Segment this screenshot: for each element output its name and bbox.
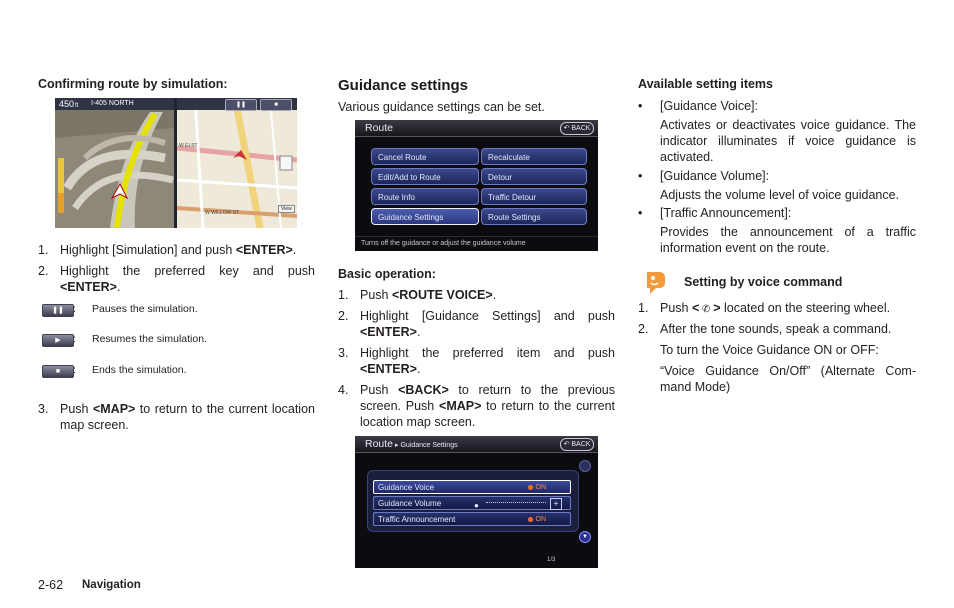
route-screen-title: Route (355, 120, 598, 137)
pause-description: Pauses the simulation. (92, 303, 198, 315)
recalculate-button[interactable]: Recalculate (481, 148, 587, 165)
route-info-button[interactable]: Route Info (371, 188, 479, 205)
route-settings-button[interactable]: Route Settings (481, 208, 587, 225)
route-screen-hint: Turns off the guidance or adjust the guidance volume (355, 236, 598, 251)
voice-note-2: “Voice Guidance On/Off” (Alternate Com-mand Mode) (660, 364, 916, 394)
gs-screen-title: Route (365, 438, 394, 450)
item-guidance-voice: • [Guidance Voice]: Activates or deactivates voice guidance. The indicator illuminates if voice guidance is activated. (638, 99, 916, 164)
guidance-settings-screen: Route ▸ Guidance Settings ↶ BACK Guidance Voice ON Guidance Volume ● + Traffic Announcement ON ▼ 1/3 (355, 436, 598, 568)
street-label-2: W WILLOW ST (205, 210, 240, 216)
left-step-2: 2. Highlight the preferred key and push <ENTER>. (38, 264, 315, 294)
detour-button[interactable]: Detour (481, 168, 587, 185)
page-indicator: 1/3 (547, 557, 556, 563)
mid-step-3: 3. Highlight the preferred item and push <ENTER>. (338, 346, 615, 376)
gs-back-button[interactable]: ↶ BACK (560, 438, 594, 451)
page-number: 2-62 (38, 578, 64, 592)
section-name: Navigation (82, 579, 141, 591)
guidance-volume-row[interactable]: Guidance Volume ● + (373, 496, 571, 510)
item-guidance-volume: • [Guidance Volume]: Adjusts the volume level of voice guidance. (638, 169, 900, 202)
guidance-settings-button[interactable]: Guidance Settings (371, 208, 479, 225)
guidance-settings-heading: Guidance settings (338, 77, 469, 94)
left-step-3: 3. Push <MAP> to return to the current location map screen. (38, 402, 315, 432)
traffic-announcement-row[interactable]: Traffic Announcement ON (373, 512, 571, 526)
distance-value: 450 (59, 99, 75, 109)
scroll-down-icon[interactable]: ▼ (579, 531, 591, 543)
pause-icon: ❚❚ (42, 304, 74, 317)
edit-add-route-button[interactable]: Edit/Add to Route (371, 168, 479, 185)
voice-command-icon (645, 270, 667, 296)
guidance-voice-row[interactable]: Guidance Voice ON (373, 480, 571, 494)
volume-plus-icon[interactable]: + (550, 498, 562, 510)
gs-breadcrumb: Guidance Settings (400, 442, 458, 449)
left-step-1: 1. Highlight [Simulation] and push <ENTER>. (38, 243, 297, 257)
play-icon: ▶ (42, 334, 74, 347)
voice-command-heading: Setting by voice command (684, 275, 843, 289)
cancel-route-button[interactable]: Cancel Route (371, 148, 479, 165)
route-menu-screen (355, 120, 598, 251)
voice-step-2: 2. After the tone sounds, speak a command. (638, 322, 892, 336)
voice-note-1: To turn the Voice Guidance ON or OFF: (660, 343, 879, 357)
mid-step-4: 4. Push <BACK> to return to the previous screen. Push <MAP> to return to the current location map screen. (338, 383, 615, 429)
voice-step-1: 1. Push < ✆ > located on the steering wheel. (638, 301, 891, 315)
basic-operation-heading: Basic operation: (338, 267, 436, 281)
mid-step-1: 1. Push <ROUTE VOICE>. (338, 288, 497, 302)
distance-unit: ft (75, 103, 79, 109)
resume-description: Resumes the simulation. (92, 333, 207, 345)
pause-simulation-button[interactable]: ❚❚ (225, 99, 257, 111)
traffic-detour-button[interactable]: Traffic Detour (481, 188, 587, 205)
guidance-voice-indicator: ON (528, 481, 547, 495)
mid-step-2: 2. Highlight [Guidance Settings] and push <ENTER>. (338, 309, 615, 339)
map-graphic (55, 98, 297, 228)
end-description: Ends the simulation. (92, 364, 187, 376)
simulation-heading: Confirming route by simulation: (38, 77, 228, 91)
stop-icon: ■ (42, 365, 74, 378)
simulation-map-screen (55, 98, 297, 228)
traffic-announcement-indicator: ON (528, 513, 547, 527)
available-items-heading: Available setting items (638, 77, 773, 91)
stop-simulation-button[interactable]: ■ (260, 99, 292, 111)
view-button[interactable]: View (278, 205, 295, 213)
route-back-button[interactable]: ↶ BACK (560, 122, 594, 135)
volume-bar (486, 502, 546, 503)
scroll-up-icon[interactable] (579, 460, 591, 472)
talk-switch-icon: ✆ (699, 304, 714, 315)
volume-minus-icon[interactable]: ● (474, 501, 479, 510)
item-traffic-announcement: • [Traffic Announcement]: Provides the announcement of a traffic information event on the route. (638, 206, 916, 255)
guidance-intro: Various guidance settings can be set. (338, 100, 545, 114)
street-label-1: W ELST (179, 143, 198, 149)
current-road: I-405 NORTH (91, 100, 134, 107)
